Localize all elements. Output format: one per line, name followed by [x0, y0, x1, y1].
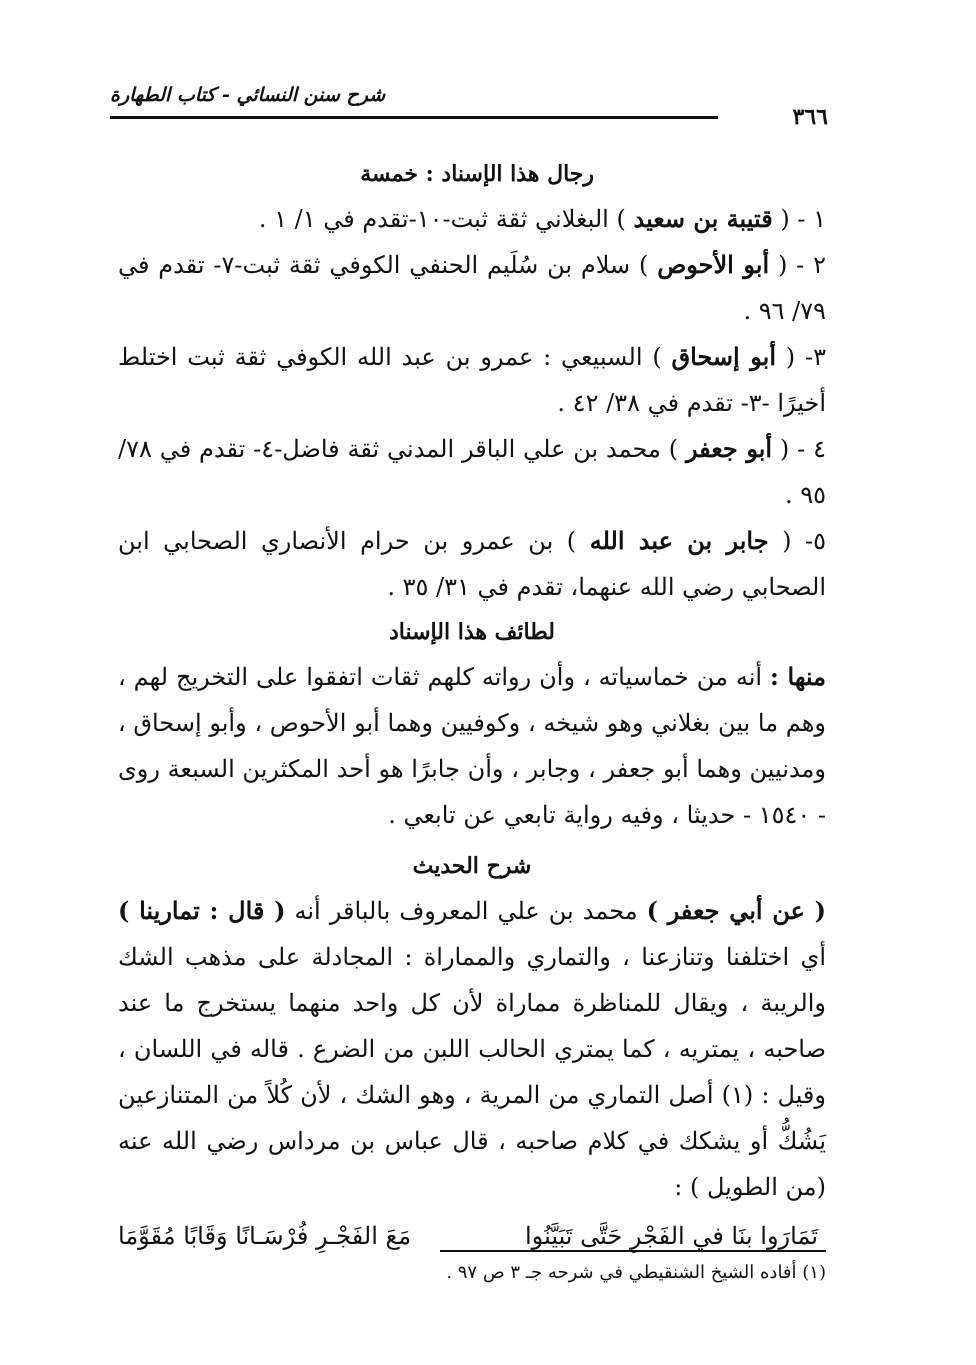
- lataif-lead: منها :: [770, 662, 827, 691]
- running-title: شرح سنن النسائي - كتاب الطهارة: [110, 84, 386, 106]
- lataif-paragraph: [118, 654, 826, 838]
- rijal-heading: رجال هذا الإسناد : خمسة: [360, 161, 594, 187]
- page-number: ٣٦٦: [785, 104, 828, 130]
- lataif-text: أنه من خماسياته ، وأن رواته كلهم ثقات اتفقوا على التخريج لهم ، وهم ما بين بغلاني وهو شيخه ، وكوفيين وهما أبو الأحوص ، وأبو إسحاق ، ومدنيين وهما أبو جعفر ، وجابر ، وأن جابرًا هو أحد المكثرين السبعة روى - ١٥٤٠ - حديثا ، وفيه رواية تابعي عن تابعي .: [118, 663, 826, 829]
- narrator-name: أبو إسحاق: [671, 342, 776, 371]
- sharh-paragraph: ( عن أبي جعفر ) محمد بن علي المعروف بالباقر أنه ( قال : تمارينا ) أي اختلفنا وتنازعنا ، والتماري والمماراة : المجادلة على مذهب الشك والريبة ، ويقال للمناظرة مماراة لأن كل واحد منهما يستخرج ما عند صاحبه ، يمتريه ، كما يمتري الحالب اللبن من الضرع . قاله في اللسان ، وقيل : (١) أصل التماري من المرية ، وهو الشك ، لأن كُلاً من المتنازعين يَشُكُّ أو يشكك في كلام صاحبه ، قال عباس بن مرداس رضي الله عنه (من الطويل ) :: [118, 896, 827, 1201]
- footnote: (١) أفاده الشيخ الشنقيطي في شرحه جـ ٣ ص ٩٧ .: [446, 1262, 826, 1283]
- narrator-name: أبو جعفر: [685, 434, 773, 463]
- narrator-item: ٢ - ( أبو الأحوص ) سلام بن سُلَيم الحنفي الكوفي ثقة ثبت-٧- تقدم في ٧٩/ ٩٦ .: [118, 250, 827, 325]
- page-header: [110, 80, 828, 130]
- verse-first-hemistich: تَمَارَوا بنَا في الفَجْرِ حَتَّى تَبَيَّنُوا: [525, 1222, 818, 1250]
- page-body: [118, 152, 826, 1256]
- lataif-heading: لطائف هذا الإسناد: [388, 619, 556, 645]
- header-rule: [110, 116, 718, 119]
- narrator-item: ٥- ( جابر بن عبد الله ) بن عمرو بن حرام الأنصاري الصحابي ابن الصحابي رضي الله عنهما، تقدم في ٣١/ ٣٥ .: [118, 526, 827, 601]
- footnote-rule: [440, 1250, 826, 1252]
- sharh-heading: شرح الحديث: [412, 853, 532, 879]
- narrator-item: ٤ - ( أبو جعفر ) محمد بن علي الباقر المدني ثقة فاضل-٤- تقدم في ٧٨/ ٩٥ .: [118, 434, 826, 509]
- verse-second-hemistich: مَعَ الفَجْـرِ فُرْسَـانًا وَقَابًا مُقَوَّمَا: [118, 1222, 412, 1250]
- narrator-name: أبو الأحوص: [657, 250, 770, 279]
- narrator-item: ١ - ( قتيبة بن سعيد ) البغلاني ثقة ثبت-١٠-تقدم في ١/ ١ .: [258, 204, 826, 233]
- narrator-item: ٣- ( أبو إسحاق ) السبيعي : عمرو بن عبد الله الكوفي ثقة ثبت اختلط أخيرًا -٣- تقدم في ٣٨/ ٤٢ .: [118, 342, 826, 417]
- narrator-name: جابر بن عبد الله: [589, 526, 769, 555]
- narrator-name: قتيبة بن سعيد: [633, 204, 773, 233]
